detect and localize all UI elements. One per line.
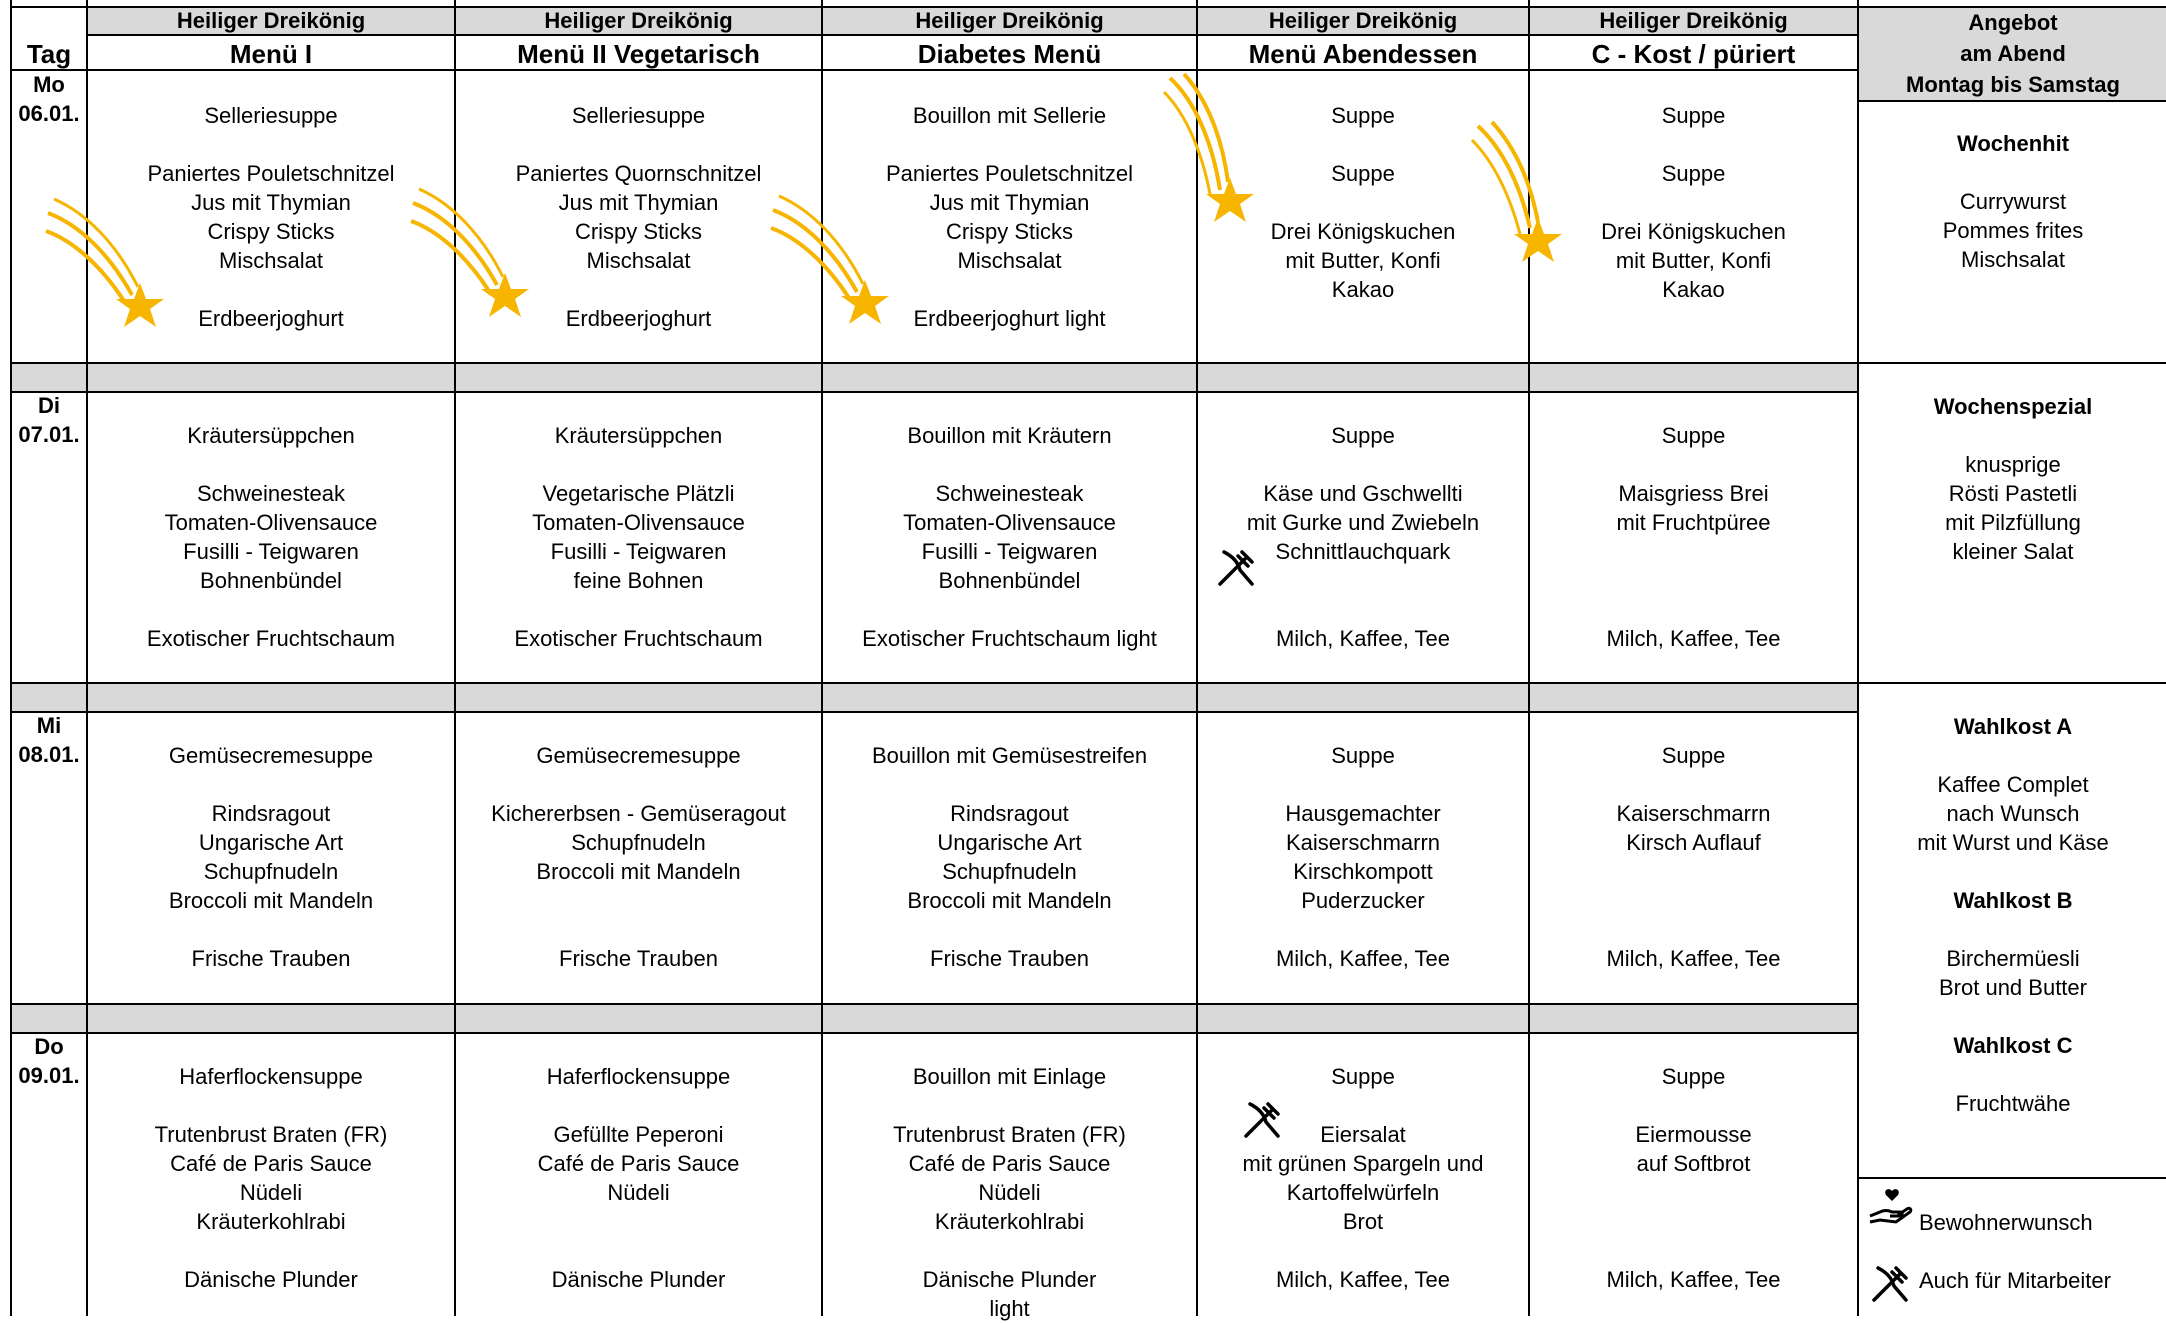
menu-line: Milch, Kaffee, Tee <box>1606 1267 1781 1292</box>
menu-line: Bouillon mit Gemüsestreifen <box>871 743 1148 768</box>
menu-line: Schupfnudeln <box>571 830 706 855</box>
menu-line: Drei Königskuchen <box>1270 219 1456 244</box>
menu-line: Rindsragout <box>950 801 1069 826</box>
menu-line <box>1530 770 1857 799</box>
menu-line: Dänische Plunder <box>184 1267 358 1292</box>
separator-band-3 <box>10 1003 1858 1033</box>
menu-line <box>456 130 821 159</box>
header-menu-5: C - Kost / püriert <box>1591 39 1796 69</box>
menu-line <box>1530 1236 1857 1265</box>
menu-line: Kräuterkohlrabi <box>934 1209 1085 1234</box>
menu-line: Trutenbrust Braten (FR) <box>154 1122 388 1147</box>
menu-line <box>1530 915 1857 944</box>
menu-line: Milch, Kaffee, Tee <box>1275 626 1451 651</box>
menu-line: Suppe <box>1661 423 1726 448</box>
menu-line: Paniertes Pouletschnitzel <box>147 161 395 186</box>
menu-line: Tomaten-Olivensauce <box>164 510 378 535</box>
side-header: Angebot am Abend Montag bis Samstag <box>1906 10 2120 97</box>
menu-line <box>1530 130 1857 159</box>
menu-line: Maisgriess Brei <box>1618 481 1769 506</box>
menu-line: Milch, Kaffee, Tee <box>1606 626 1781 651</box>
menu-line <box>823 915 1196 944</box>
menu-line: Gefüllte Peperoni <box>553 1122 724 1147</box>
menu-line <box>1198 770 1528 799</box>
menu-line: Bouillon mit Einlage <box>912 1064 1107 1089</box>
menu-line <box>823 450 1196 479</box>
menu-line <box>1198 450 1528 479</box>
grid-hline <box>10 69 1858 71</box>
menu-line: Dänische Plunder <box>922 1267 1097 1292</box>
header-day-label: Tag <box>26 39 72 69</box>
menu-line: Selleriesuppe <box>204 103 338 128</box>
legend-staff: Auch für Mitarbeiter <box>1919 1268 2111 1293</box>
shooting-star-icon <box>1160 70 1260 230</box>
grid-hline <box>10 1032 1858 1034</box>
menu-cell-menu-3 <box>823 421 1196 653</box>
menu-line: Crispy Sticks <box>574 219 703 244</box>
menu-line: Erdbeerjoghurt <box>198 306 344 331</box>
menu-line: Café de Paris Sauce <box>537 1151 740 1176</box>
menu-line: Erdbeerjoghurt light <box>913 306 1106 331</box>
day-label-mi: Mi 08.01. <box>18 713 80 767</box>
menu-cell-menu-3 <box>823 741 1196 973</box>
fork-knife-icon <box>1216 548 1256 588</box>
grid-hline <box>10 1003 1858 1005</box>
menu-line: Käse und Gschwellti <box>1263 481 1463 506</box>
side-block-wochenhit: Wochenhit Currywurst Pommes frites Mischsalat <box>1942 131 2084 272</box>
menu-line: Bohnenbündel <box>200 568 342 593</box>
menu-line: Drei Königskuchen <box>1601 219 1786 244</box>
menu-line: Puderzucker <box>1301 888 1425 913</box>
menu-line <box>88 915 454 944</box>
menu-line: Ungarische Art <box>937 830 1082 855</box>
menu-line: Eiersalat <box>1320 1122 1406 1147</box>
menu-line <box>1530 1091 1857 1120</box>
header-menu-2: Menü II Vegetarisch <box>517 39 760 69</box>
menu-line <box>1530 886 1857 915</box>
shooting-star-icon <box>405 185 535 325</box>
menu-line: Milch, Kaffee, Tee <box>1275 946 1451 971</box>
day-label-mo: Mo 06.01. <box>18 72 80 126</box>
menu-line <box>456 915 821 944</box>
menu-line: Fusilli - Teigwaren <box>183 539 359 564</box>
menu-line: Frische Trauben <box>559 946 718 971</box>
menu-line: Erdbeerjoghurt <box>565 306 712 331</box>
menu-line <box>1530 188 1857 217</box>
header-theme: Heiliger Dreikönig <box>544 8 733 33</box>
menu-line: Suppe <box>1661 161 1726 186</box>
side-block-wochenspezial: Wochenspezial knusprige Rösti Pastetli mit Pilzfüllung kleiner Salat <box>1933 394 2093 564</box>
menu-line: Café de Paris Sauce <box>170 1151 372 1176</box>
menu-line: Jus mit Thymian <box>929 190 1090 215</box>
menu-line: Suppe <box>1661 743 1726 768</box>
menu-cell-menu-1 <box>88 421 454 653</box>
menu-cell-c-kost <box>1530 421 1857 653</box>
menu-line <box>88 770 454 799</box>
grid-hline <box>10 391 1858 393</box>
menu-line: Kaiserschmarrn <box>1285 830 1441 855</box>
menu-line <box>1198 1236 1528 1265</box>
menu-line: Vegetarische Plätzli <box>542 481 735 506</box>
menu-line: light <box>989 1296 1030 1321</box>
menu-line <box>456 1236 821 1265</box>
menu-cell-menu-2 <box>456 421 821 653</box>
menu-line <box>1530 1178 1857 1207</box>
menu-line: Haferflockensuppe <box>546 1064 731 1089</box>
menu-line: Exotischer Fruchtschaum <box>514 626 763 651</box>
header-theme: Heiliger Dreikönig <box>1268 8 1458 33</box>
menu-line <box>1530 537 1857 566</box>
menu-line: Bouillon mit Kräutern <box>907 423 1112 448</box>
menu-line: Suppe <box>1661 103 1726 128</box>
grid-vline <box>10 0 12 1316</box>
menu-line: Crispy Sticks <box>207 219 335 244</box>
header-menu-1: Menü I <box>229 39 313 69</box>
menu-line: Kichererbsen - Gemüseragout <box>491 801 786 826</box>
shooting-star-icon <box>765 192 895 332</box>
menu-line <box>1530 566 1857 595</box>
menu-line <box>456 595 821 624</box>
menu-line: Haferflockensuppe <box>179 1064 363 1089</box>
menu-line: mit Butter, Konfi <box>1285 248 1441 273</box>
grid-hline <box>1858 100 2166 102</box>
header-theme: Heiliger Dreikönig <box>1599 8 1788 33</box>
menu-line <box>456 770 821 799</box>
menu-line: Kräutersüppchen <box>187 423 355 448</box>
menu-line: Gemüsecremesuppe <box>168 743 374 768</box>
menu-line: Broccoli mit Mandeln <box>536 859 741 884</box>
menu-line: mit Butter, Konfi <box>1615 248 1772 273</box>
menu-line <box>823 130 1196 159</box>
menu-line <box>823 1091 1196 1120</box>
grid-vline <box>1857 0 1859 1316</box>
menu-line <box>823 1236 1196 1265</box>
menu-line: Café de Paris Sauce <box>908 1151 1111 1176</box>
menu-line: Hausgemachter <box>1285 801 1441 826</box>
menu-line: Mischsalat <box>219 248 323 273</box>
menu-line: Nüdeli <box>607 1180 670 1205</box>
menu-line: Fusilli - Teigwaren <box>550 539 727 564</box>
menu-line: Gemüsecremesuppe <box>536 743 741 768</box>
menu-line: Tomaten-Olivensauce <box>903 510 1116 535</box>
grid-hline <box>10 362 2166 364</box>
menu-cell-abendessen <box>1198 421 1528 653</box>
menu-line <box>456 450 821 479</box>
menu-line: Frische Trauben <box>930 946 1089 971</box>
menu-line: Paniertes Quornschnitzel <box>515 161 762 186</box>
menu-line <box>456 886 821 915</box>
separator-band-1 <box>10 362 1858 392</box>
grid-hline <box>10 711 1858 713</box>
menu-line: Jus mit Thymian <box>558 190 719 215</box>
menu-line: Exotischer Fruchtschaum light <box>862 626 1157 651</box>
menu-line: Broccoli mit Mandeln <box>907 888 1112 913</box>
menu-line: Suppe <box>1331 423 1395 448</box>
day-label-di: Di 07.01. <box>18 393 80 447</box>
menu-cell-c-kost <box>1530 101 1857 304</box>
shooting-star-icon <box>40 195 170 335</box>
menu-line: Fusilli - Teigwaren <box>921 539 1098 564</box>
menu-line: Selleriesuppe <box>571 103 706 128</box>
menu-line: auf Softbrot <box>1636 1151 1751 1176</box>
menu-line: Nüdeli <box>978 1180 1041 1205</box>
menu-line: Dänische Plunder <box>551 1267 726 1292</box>
separator-band-2 <box>10 682 1858 712</box>
fork-knife-icon <box>1242 1100 1282 1140</box>
menu-line <box>1530 1207 1857 1236</box>
header-menu-4: Menü Abendessen <box>1248 39 1478 69</box>
menu-line: mit grünen Spargeln und <box>1242 1151 1484 1176</box>
menu-line: Schweinesteak <box>935 481 1084 506</box>
menu-cell-c-kost <box>1530 1062 1857 1294</box>
menu-line: Milch, Kaffee, Tee <box>1275 1267 1451 1292</box>
menu-line: Jus mit Thymian <box>191 190 351 215</box>
menu-line: Kirschkompott <box>1293 859 1433 884</box>
menu-line: Nüdeli <box>239 1180 303 1205</box>
menu-line: mit Gurke und Zwiebeln <box>1246 510 1480 535</box>
menu-line: Suppe <box>1661 1064 1726 1089</box>
menu-line: Schweinesteak <box>197 481 345 506</box>
menu-line <box>88 130 454 159</box>
menu-cell-abendessen <box>1198 1062 1528 1294</box>
menu-line <box>88 595 454 624</box>
day-label-do: Do 09.01. <box>18 1034 80 1088</box>
menu-line <box>1198 595 1528 624</box>
menu-line <box>1530 857 1857 886</box>
menu-line: Trutenbrust Braten (FR) <box>893 1122 1126 1147</box>
menu-line: feine Bohnen <box>573 568 704 593</box>
menu-line: Kakao <box>1662 277 1725 302</box>
grid-hline <box>10 682 2166 684</box>
menu-line: Schupfnudeln <box>203 859 339 884</box>
menu-line: Bouillon mit Sellerie <box>912 103 1107 128</box>
grid-hline <box>87 34 1858 36</box>
menu-line: mit Fruchtpüree <box>1616 510 1771 535</box>
menu-line <box>456 1091 821 1120</box>
menu-line <box>823 770 1196 799</box>
menu-line: Kräuterkohlrabi <box>196 1209 346 1234</box>
menu-line <box>88 1236 454 1265</box>
menu-line <box>1530 450 1857 479</box>
menu-line <box>1530 595 1857 624</box>
grid-hline <box>1858 1177 2166 1179</box>
menu-line <box>456 1207 821 1236</box>
menu-line: Paniertes Pouletschnitzel <box>885 161 1134 186</box>
menu-line <box>1198 915 1528 944</box>
menu-line: Schnittlauchquark <box>1275 539 1451 564</box>
menu-line: Mischsalat <box>957 248 1062 273</box>
menu-line: Frische Trauben <box>191 946 351 971</box>
menu-line: Suppe <box>1331 161 1395 186</box>
menu-line: Mischsalat <box>586 248 691 273</box>
menu-line: Brot <box>1342 1209 1384 1234</box>
menu-line: Rindsragout <box>211 801 331 826</box>
menu-cell-c-kost <box>1530 741 1857 973</box>
menu-cell-menu-2 <box>456 741 821 973</box>
menu-line: Kartoffelwürfeln <box>1286 1180 1440 1205</box>
menu-line: Kräutersüppchen <box>554 423 723 448</box>
header-theme: Heiliger Dreikönig <box>915 8 1104 33</box>
menu-cell-abendessen <box>1198 741 1528 973</box>
menu-line <box>88 1091 454 1120</box>
hand-heart-icon <box>1868 1188 1914 1228</box>
menu-line: Tomaten-Olivensauce <box>532 510 745 535</box>
menu-cell-menu-2 <box>456 1062 821 1294</box>
menu-line: Exotischer Fruchtschaum <box>146 626 396 651</box>
header-menu-3: Diabetes Menü <box>917 39 1102 69</box>
side-block-wahlkost: Wahlkost A Kaffee Complet nach Wunsch mit Wurst und Käse Wahlkost B Birchermüesli Brot und Butter Wahlkost C Fruchtwähe <box>1917 714 2109 1116</box>
menu-line: Kaiserschmarrn <box>1616 801 1771 826</box>
menu-line <box>88 450 454 479</box>
fork-knife-icon <box>1870 1264 1910 1304</box>
menu-cell-menu-1 <box>88 1062 454 1294</box>
shooting-star-icon <box>1468 118 1578 268</box>
menu-line: Suppe <box>1331 1064 1395 1089</box>
menu-line: Ungarische Art <box>198 830 344 855</box>
menu-cell-menu-1 <box>88 741 454 973</box>
menu-line: Eiermousse <box>1635 1122 1752 1147</box>
header-theme: Heiliger Dreikönig <box>176 8 366 33</box>
menu-cell-menu-3 <box>823 1062 1196 1323</box>
menu-line: Crispy Sticks <box>945 219 1074 244</box>
menu-line <box>823 595 1196 624</box>
menu-line: Kirsch Auflauf <box>1626 830 1761 855</box>
menu-line: Schupfnudeln <box>942 859 1077 884</box>
menu-line: Kakao <box>1331 277 1395 302</box>
legend-resident-wish: Bewohnerwunsch <box>1919 1210 2093 1235</box>
menu-line: Suppe <box>1331 743 1395 768</box>
menu-line: Suppe <box>1331 103 1395 128</box>
menu-line: Broccoli mit Mandeln <box>168 888 374 913</box>
menu-line: Milch, Kaffee, Tee <box>1606 946 1781 971</box>
menu-line: Bohnenbündel <box>938 568 1081 593</box>
